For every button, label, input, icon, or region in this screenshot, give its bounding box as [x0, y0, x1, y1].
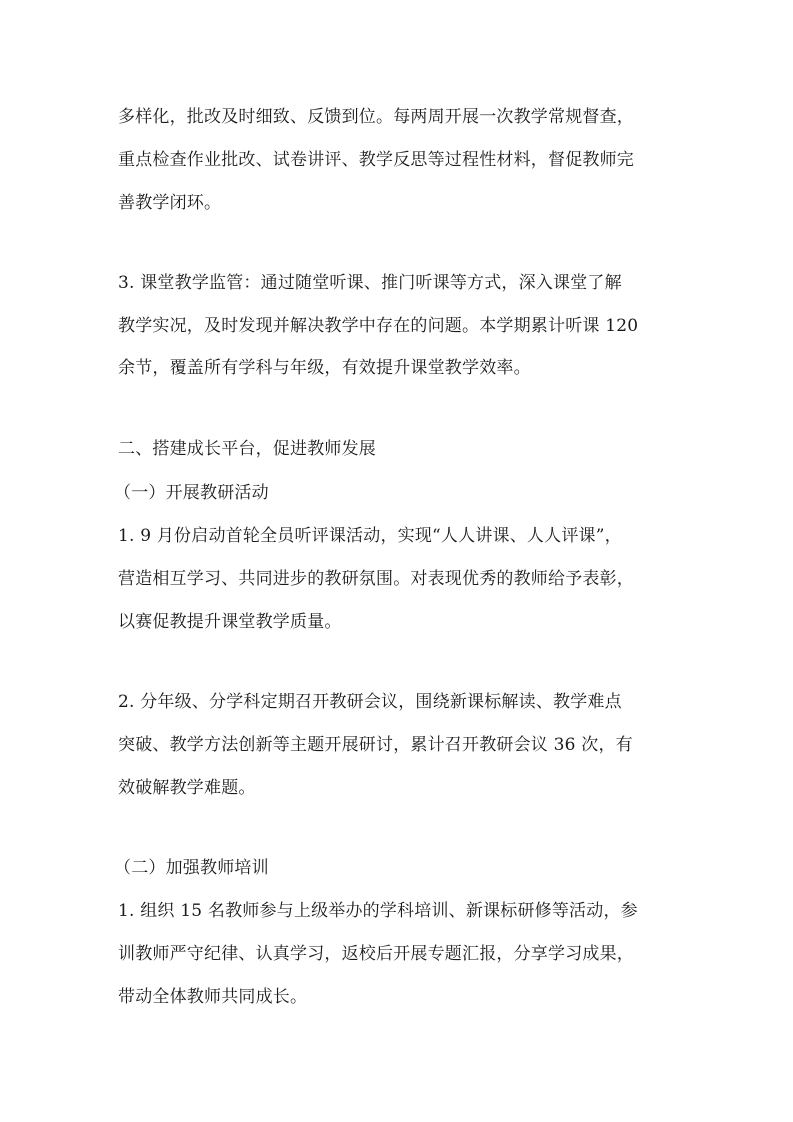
paragraph-line: 训教师严守纪律、认真学习，返校后开展专题汇报，分享学习成果， [118, 944, 634, 964]
paragraph-line: 教学实况，及时发现并解决教学中存在的问题。本学期累计听课 120 [118, 316, 639, 336]
subsection-heading: （二）加强教师培训 [114, 858, 269, 878]
section-heading: 二、搭建成长平台，促进教师发展 [118, 439, 376, 459]
paragraph-line: 带动全体教师共同成长。 [118, 987, 308, 1007]
paragraph-line: 效破解教学难题。 [118, 778, 256, 798]
paragraph-line: 营造相互学习、共同进步的教研氛围。对表现优秀的教师给予表彰， [118, 569, 634, 589]
subsection-heading: （一）开展教研活动 [114, 483, 269, 503]
paragraph-line: 以赛促教提升课堂教学质量。 [118, 612, 342, 632]
paragraph-line: 突破、教学方法创新等主题开展研讨，累计召开教研会议 36 次，有 [118, 735, 633, 755]
paragraph-line: 善教学闭环。 [118, 193, 222, 213]
paragraph-line: 3. 课堂教学监管：通过随堂听课、推门听课等方式，深入课堂了解 [118, 273, 622, 293]
paragraph-line: 1. 9 月份启动首轮全员听评课活动，实现“人人讲课、人人评课”， [118, 526, 622, 546]
paragraph-line: 重点检查作业批改、试卷讲评、教学反思等过程性材料，督促教师完 [118, 150, 634, 170]
paragraph-line: 多样化，批改及时细致、反馈到位。每两周开展一次教学常规督查， [118, 107, 634, 127]
paragraph-line: 1. 组织 15 名教师参与上级举办的学科培训、新课标研修等活动，参 [118, 901, 638, 921]
paragraph-line: 余节，覆盖所有学科与年级，有效提升课堂教学效率。 [118, 358, 531, 378]
paragraph-line: 2. 分年级、分学科定期召开教研会议，围绕新课标解读、教学难点 [118, 692, 622, 712]
